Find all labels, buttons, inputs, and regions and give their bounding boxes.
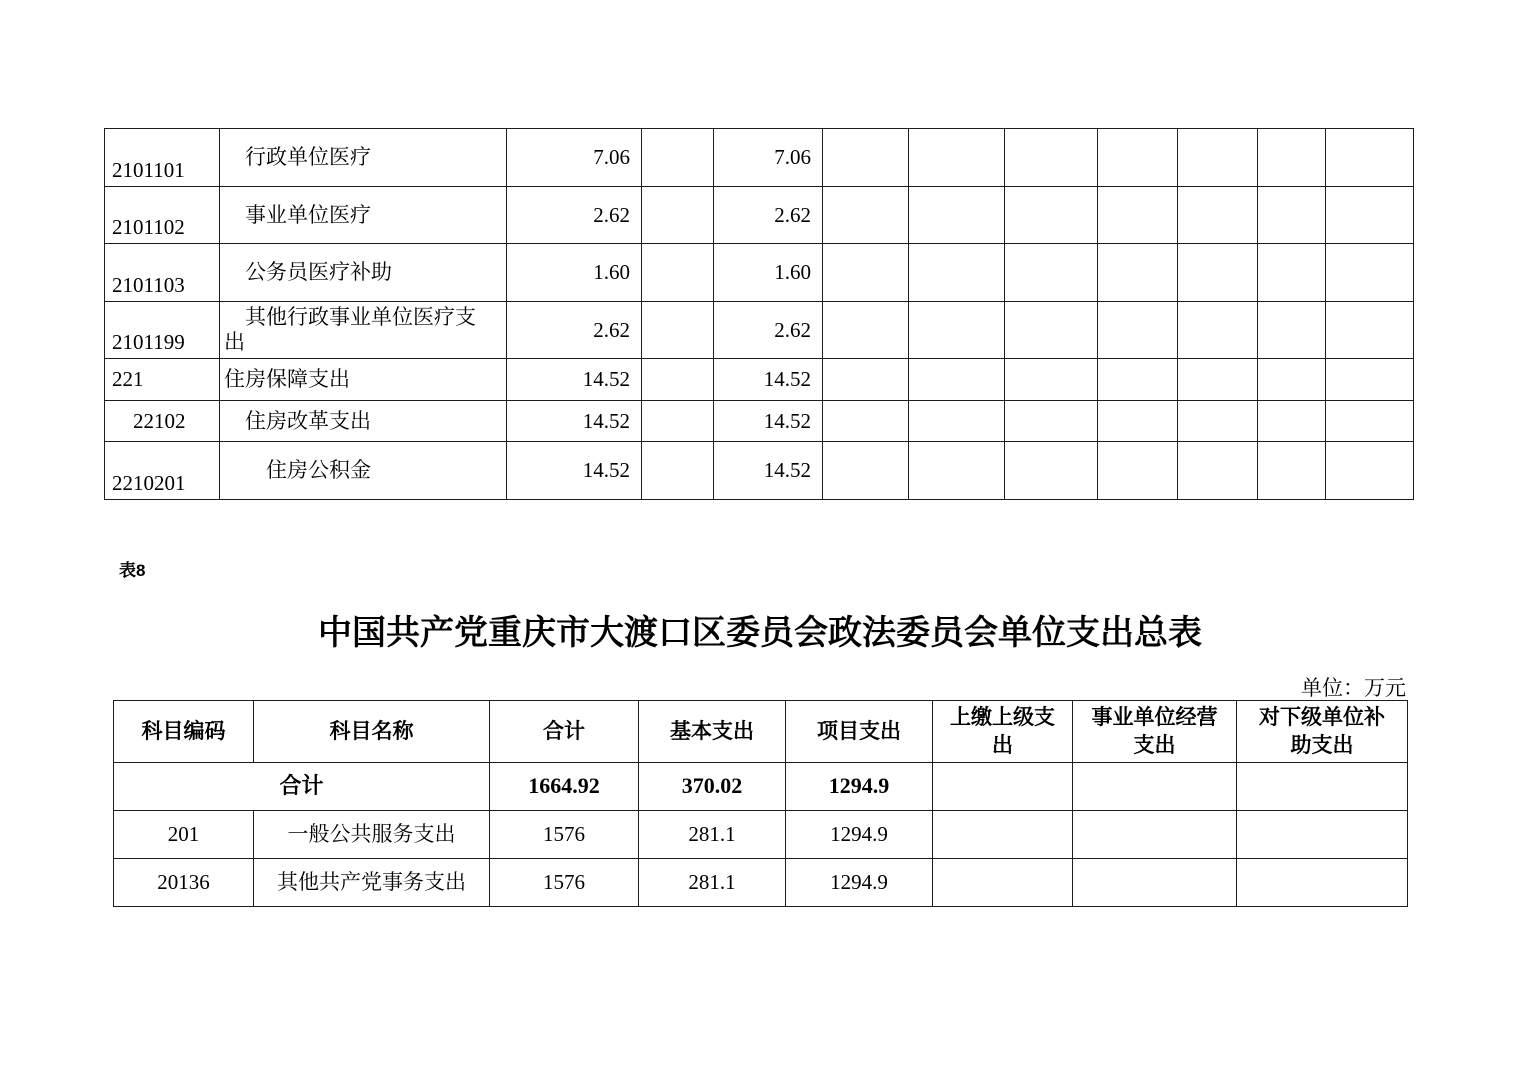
basic-cell: 14.52 [714, 442, 823, 500]
empty-cell [1098, 129, 1178, 187]
empty-cell [642, 244, 714, 302]
empty-cell [909, 442, 1005, 500]
name-cell: 行政单位医疗 [220, 129, 507, 187]
total-cell: 14.52 [507, 359, 642, 401]
empty-cell [1178, 442, 1258, 500]
project-cell: 1294.9 [786, 858, 933, 906]
empty-cell [909, 129, 1005, 187]
empty-cell [1098, 244, 1178, 302]
table-row [105, 244, 1414, 302]
code-cell: 221 [105, 359, 220, 401]
column-header-subsidy: 对下级单位补助支出 [1237, 701, 1408, 763]
empty-cell [1005, 129, 1098, 187]
empty-cell [1005, 401, 1098, 442]
expenditure-summary-table [113, 700, 1408, 907]
total-cell: 14.52 [507, 442, 642, 500]
empty-cell [642, 302, 714, 359]
column-header-code: 科目编码 [114, 701, 254, 763]
empty-cell [1005, 302, 1098, 359]
basic-cell: 14.52 [714, 359, 823, 401]
code-cell: 201 [114, 810, 254, 858]
empty-cell [1098, 187, 1178, 244]
empty-cell [1178, 302, 1258, 359]
total-row [114, 762, 1408, 810]
empty-cell [1178, 359, 1258, 401]
empty-cell [1005, 187, 1098, 244]
table-row [105, 129, 1414, 187]
column-header-operating: 事业单位经营支出 [1073, 701, 1237, 763]
empty-cell [642, 129, 714, 187]
basic-cell: 281.1 [639, 858, 786, 906]
name-cell: 其他共产党事务支出 [254, 858, 490, 906]
empty-cell [823, 442, 909, 500]
empty-cell [823, 187, 909, 244]
total-cell: 2.62 [507, 302, 642, 359]
code-cell: 20136 [114, 858, 254, 906]
basic-cell: 14.52 [714, 401, 823, 442]
total-cell: 2.62 [507, 187, 642, 244]
empty-cell [909, 244, 1005, 302]
header-row [114, 701, 1408, 763]
empty-cell [823, 302, 909, 359]
empty-cell [1258, 244, 1326, 302]
table-row [114, 858, 1408, 906]
column-header-total: 合计 [490, 701, 639, 763]
table-row [105, 302, 1414, 359]
empty-cell [909, 359, 1005, 401]
empty-cell [909, 401, 1005, 442]
empty-cell [1326, 359, 1414, 401]
empty-cell [823, 359, 909, 401]
empty-cell [1326, 187, 1414, 244]
empty-cell [1326, 244, 1414, 302]
empty-cell [1178, 244, 1258, 302]
name-cell: 其他行政事业单位医疗支出 [220, 302, 507, 359]
basic-cell: 2.62 [714, 302, 823, 359]
code-cell: 2210201 [105, 442, 220, 500]
total-cell: 14.52 [507, 401, 642, 442]
empty-cell [909, 302, 1005, 359]
empty-cell [1005, 359, 1098, 401]
empty-cell [1178, 129, 1258, 187]
project-cell: 1294.9 [786, 762, 933, 810]
empty-cell [1258, 401, 1326, 442]
unit-label: 单位：万元 [1301, 676, 1406, 700]
total-cell: 1664.92 [490, 762, 639, 810]
empty-cell [1005, 244, 1098, 302]
empty-cell [1098, 401, 1178, 442]
total-cell: 7.06 [507, 129, 642, 187]
empty-cell [1258, 187, 1326, 244]
name-cell: 住房公积金 [220, 442, 507, 500]
column-header-name: 科目名称 [254, 701, 490, 763]
empty-cell [823, 129, 909, 187]
empty-cell [1258, 442, 1326, 500]
empty-cell [1258, 302, 1326, 359]
empty-cell [1098, 442, 1178, 500]
empty-cell [1326, 401, 1414, 442]
column-header-project: 项目支出 [786, 701, 933, 763]
table-number-label: 表8 [119, 561, 146, 580]
empty-cell [1326, 442, 1414, 500]
name-cell: 事业单位医疗 [220, 187, 507, 244]
empty-cell [642, 187, 714, 244]
empty-cell [1073, 810, 1237, 858]
empty-cell [933, 858, 1073, 906]
empty-cell [1098, 302, 1178, 359]
empty-cell [642, 442, 714, 500]
empty-cell [1178, 401, 1258, 442]
total-cell: 1.60 [507, 244, 642, 302]
basic-cell: 370.02 [639, 762, 786, 810]
table-row [105, 359, 1414, 401]
project-cell: 1294.9 [786, 810, 933, 858]
empty-cell [1326, 302, 1414, 359]
total-cell: 1576 [490, 810, 639, 858]
empty-cell [1237, 858, 1408, 906]
empty-cell [1073, 858, 1237, 906]
empty-cell [1237, 762, 1408, 810]
table-row [105, 442, 1414, 500]
empty-cell [933, 810, 1073, 858]
empty-cell [1178, 187, 1258, 244]
empty-cell [1326, 129, 1414, 187]
table-row [105, 401, 1414, 442]
empty-cell [1073, 762, 1237, 810]
code-cell: 22102 [105, 401, 220, 442]
total-cell: 1576 [490, 858, 639, 906]
budget-detail-table [104, 128, 1414, 500]
name-cell: 住房保障支出 [220, 359, 507, 401]
empty-cell [909, 187, 1005, 244]
empty-cell [1258, 129, 1326, 187]
basic-cell: 1.60 [714, 244, 823, 302]
empty-cell [933, 762, 1073, 810]
empty-cell [642, 401, 714, 442]
empty-cell [823, 401, 909, 442]
empty-cell [1258, 359, 1326, 401]
table-row [114, 810, 1408, 858]
code-cell: 2101199 [105, 302, 220, 359]
basic-cell: 7.06 [714, 129, 823, 187]
code-cell: 2101101 [105, 129, 220, 187]
total-label-cell: 合计 [114, 762, 490, 810]
column-header-basic: 基本支出 [639, 701, 786, 763]
code-cell: 2101103 [105, 244, 220, 302]
column-header-upper-payment: 上缴上级支出 [933, 701, 1073, 763]
name-cell: 公务员医疗补助 [220, 244, 507, 302]
table-row [105, 187, 1414, 244]
basic-cell: 281.1 [639, 810, 786, 858]
empty-cell [1237, 810, 1408, 858]
name-cell: 住房改革支出 [220, 401, 507, 442]
empty-cell [1005, 442, 1098, 500]
empty-cell [1098, 359, 1178, 401]
page-title: 中国共产党重庆市大渡口区委员会政法委员会单位支出总表 [318, 614, 1202, 652]
name-cell: 一般公共服务支出 [254, 810, 490, 858]
empty-cell [823, 244, 909, 302]
basic-cell: 2.62 [714, 187, 823, 244]
empty-cell [642, 359, 714, 401]
code-cell: 2101102 [105, 187, 220, 244]
